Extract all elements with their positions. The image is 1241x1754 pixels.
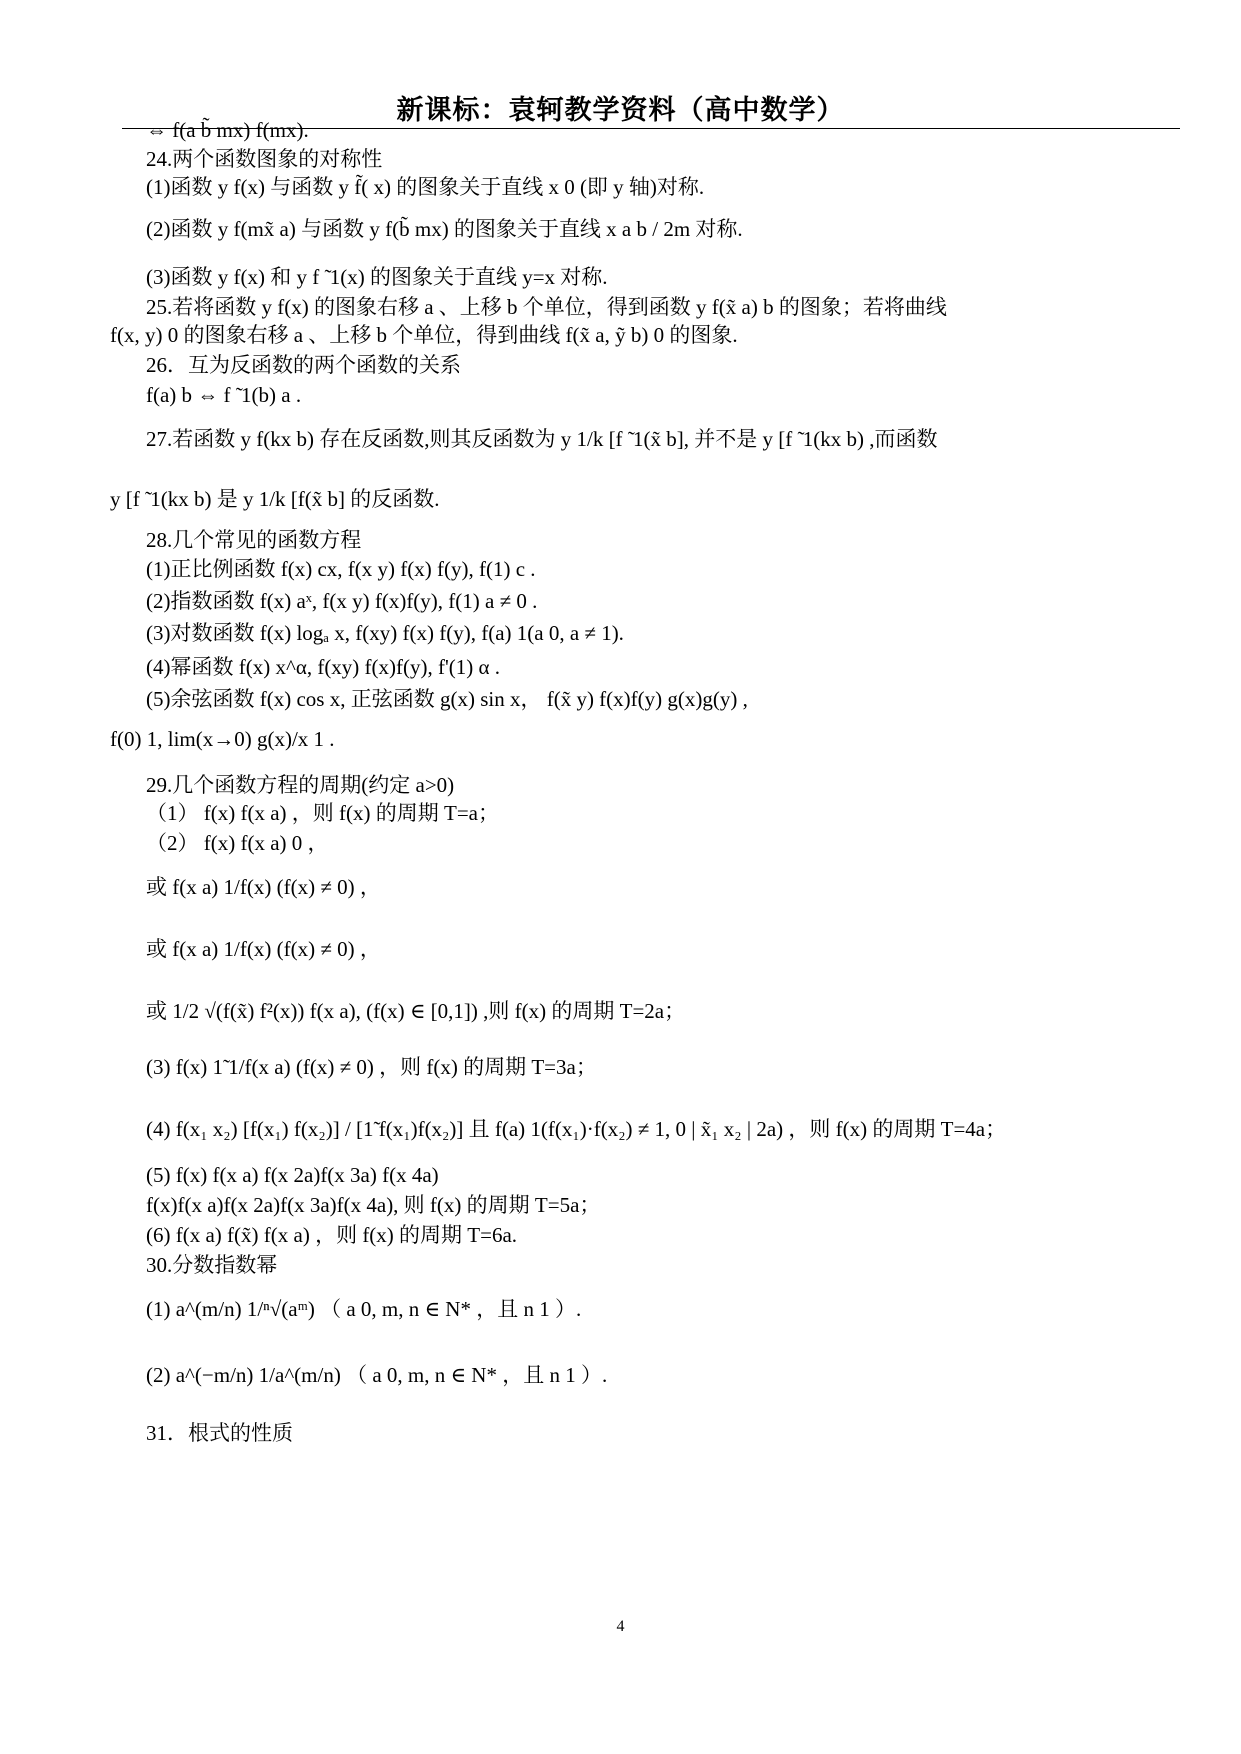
text-line: (5) f(x) f(x a) f(x 2a)f(x 3a) f(x 4a) — [146, 1163, 439, 1187]
section-heading: 31．根式的性质 — [146, 1421, 293, 1445]
text-line: f(x)f(x a)f(x 2a)f(x 3a)f(x 4a), 则 f(x) 的周期 T=5a； — [146, 1193, 601, 1217]
text-line: (1)正比例函数 f(x) cx, f(x y) f(x) f(y), f(1) c . — [146, 557, 536, 581]
text-line: (3)函数 y f(x) 和 y f ̃ 1(x) 的图象关于直线 y=x 对称. — [146, 265, 608, 289]
section-heading: 24.两个函数图象的对称性 — [146, 147, 383, 171]
text-line: 或 f(x a) 1/f(x) (f(x) ≠ 0) ， — [146, 937, 381, 961]
text-line: (4)幂函数 f(x) x^α, f(xy) f(x)f(y), f'(1) α . — [146, 655, 501, 679]
text-line: (4) f(x₁ x₂) [f(x₁) f(x₂)] / [1̃ f(x₁)f(x₂)] 且 f(a) 1(f(x₁)·f(x₂) ≠ 1, 0 | x̃₁ x₂ | 2a) ，则 f(x) 的周期 T=4a； — [146, 1117, 1007, 1141]
text-line: ⇔ f(a b̃ mx) f(mx). — [146, 118, 309, 142]
text-line: f(x, y) 0 的图象右移 a 、上移 b 个单位，得到曲线 f(x̃ a, ỹ b) 0 的图象. — [110, 323, 738, 347]
section-heading: 26．互为反函数的两个函数的关系 — [146, 353, 461, 377]
text-line: （2） f(x) f(x a) 0 ， — [146, 831, 329, 855]
text-line: 27.若函数 y f(kx b) 存在反函数,则其反函数为 y 1/k [f ̃ 1(x̃ b], 并不是 y [f ̃ 1(kx b) ,而函数 — [146, 427, 938, 451]
section-heading: 28.几个常见的函数方程 — [146, 528, 362, 552]
text-line: y [f ̃ 1(kx b) 是 y 1/k [f(x̃ b] 的反函数. — [110, 487, 440, 511]
text-line: (5)余弦函数 f(x) cos x, 正弦函数 g(x) sin x， f(x̃ y) f(x)f(y) g(x)g(y) , — [146, 687, 748, 711]
text-line: (2)指数函数 f(x) aˣ, f(x y) f(x)f(y), f(1) a ≠ 0 . — [146, 589, 538, 613]
text-line: 25.若将函数 y f(x) 的图象右移 a 、上移 b 个单位，得到函数 y f(x̃ a) b 的图象；若将曲线 — [146, 295, 947, 319]
text-line: f(a) b ⇔ f ̃ 1(b) a . — [146, 383, 302, 407]
section-heading: 29.几个函数方程的周期(约定 a>0) — [146, 773, 455, 797]
text-line: (2)函数 y f(mx̃ a) 与函数 y f(b̃ mx) 的图象关于直线 x a b / 2m 对称. — [146, 217, 743, 241]
section-heading: 30.分数指数幂 — [146, 1253, 278, 1277]
page-number: 4 — [616, 1618, 625, 1635]
text-line: （1） f(x) f(x a) ，则 f(x) 的周期 T=a； — [146, 801, 500, 825]
text-line: (3) f(x) 1̃ 1/f(x a) (f(x) ≠ 0) ，则 f(x) 的周期 T=3a； — [146, 1055, 597, 1079]
page-header: 新课标：袁轲教学资料（高中数学） — [396, 95, 845, 126]
text-line: (2) a^(−m/n) 1/a^(m/n) （ a 0, m, n ∈ N* ，且 n 1 ）. — [146, 1363, 608, 1387]
text-line: (6) f(x a) f(x̃) f(x a) ，则 f(x) 的周期 T=6a. — [146, 1223, 518, 1247]
text-line: 或 1/2 √(f(x̃) f²(x)) f(x a), (f(x) ∈ [0,1]) ,则 f(x) 的周期 T=2a； — [146, 999, 686, 1023]
text-line: (1) a^(m/n) 1/ⁿ√(aᵐ) （ a 0, m, n ∈ N* ，且 n 1 ）. — [146, 1297, 582, 1321]
text-line: (1)函数 y f(x) 与函数 y f̃( x) 的图象关于直线 x 0 (即 y 轴)对称. — [146, 175, 705, 199]
text-line: f(0) 1, lim(x→0) g(x)/x 1 . — [110, 727, 335, 751]
text-line: (3)对数函数 f(x) logₐ x, f(xy) f(x) f(y), f(a) 1(a 0, a ≠ 1). — [146, 621, 624, 645]
text-line: 或 f(x a) 1/f(x) (f(x) ≠ 0) ， — [146, 875, 381, 899]
